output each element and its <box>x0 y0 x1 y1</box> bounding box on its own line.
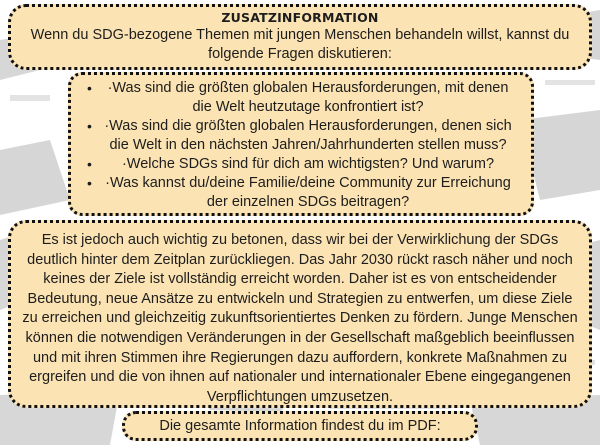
questions-list <box>71 75 531 212</box>
question-text: ·Welche SDGs sind für dich am wichtigsten? Und warum? <box>121 156 495 172</box>
intro-text: Wenn du SDG-bezogene Themen mit jungen Menschen behandeln willst, kannst du folgende Fragen diskutieren: <box>30 27 570 62</box>
pdf-info-text: Die gesamte Information findest du im PDF: <box>159 418 441 434</box>
questions-box <box>68 72 534 216</box>
question-item <box>85 155 517 174</box>
info-header-box <box>8 4 592 70</box>
bullet-icon: • <box>87 118 92 134</box>
question-item <box>85 174 517 212</box>
question-item <box>85 79 517 117</box>
section-heading: ZUSATZINFORMATION <box>221 10 379 25</box>
main-paragraph-box <box>8 220 592 408</box>
question-item <box>85 117 517 155</box>
bullet-icon: • <box>87 80 92 96</box>
question-text: ·Was sind die größten globalen Herausforderungen, denen sich die Welt in den nächsten Jahren/Jahrhunderten stellen muss? <box>104 118 512 153</box>
bullet-icon: • <box>87 156 92 172</box>
question-text: ·Was kannst du/deine Familie/deine Community zur Erreichung der einzelnen SDGs beitragen? <box>105 175 511 210</box>
bullet-icon: • <box>87 175 92 191</box>
pdf-link-box <box>122 411 478 441</box>
question-text: ·Was sind die größten globalen Herausforderungen, mit denen die Welt heutzutage konfrontiert ist? <box>107 80 509 115</box>
main-paragraph: Es ist jedoch auch wichtig zu betonen, dass wir bei der Verwirklichung der SDGs deutlich hinter dem Zeitplan zurückliegen. Das Jahr 2030 rückt rasch näher und noch keines der Ziele ist vollständig erreicht worden. Daher ist es von entscheidender Bedeutung, neue Ansätze zu entwickeln und Strategien zu entwerfen, um diese Ziele zu erreichen und gleichzeitig zukunftsorientiertes Denken zu fördern. Junge Menschen können die notwendigen Veränderungen in der Gesellschaft maßgeblich beeinflussen und mit ihren Stimmen ihre Regierungen dazu auffordern, konkrete Maßnahmen zu ergreifen und die von ihnen auf nationaler und internationaler Ebene eingegangenen Verpflichtungen umzusetzen. <box>22 232 578 405</box>
